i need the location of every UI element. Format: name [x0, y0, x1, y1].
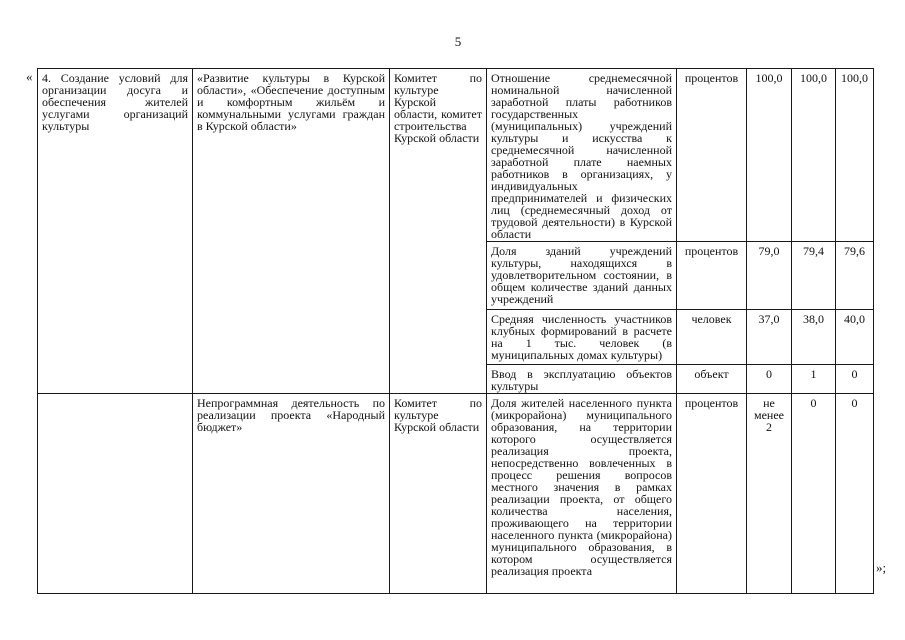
executor-cell: Комитет по культуре Курской области, комитет строительства Курской области [390, 69, 487, 394]
goals-indicators-table [37, 68, 874, 594]
indicator-name-cell: Доля зданий учреждений культуры, находящихся в удовлетворительном состоянии, в общем количестве зданий данных учреждений [487, 242, 677, 310]
table-row [38, 69, 874, 242]
indicator-value-cell: 1 [792, 365, 836, 394]
indicator-unit-cell: процентов [677, 394, 747, 594]
indicator-name-cell: Ввод в эксплуатацию объектов культуры [487, 365, 677, 394]
indicator-name-cell: Средняя численность участников клубных формирований в расчете на 1 тыс. человек (в муниципальных домах культуры) [487, 310, 677, 365]
program-cell: «Развитие культуры в Курской области», «Обеспечение доступным и комфортным жильём и коммунальными услугами граждан в Курской области» [193, 69, 390, 394]
indicator-value-cell: 79,6 [836, 242, 874, 310]
indicator-value-cell: 38,0 [792, 310, 836, 365]
opening-quote-mark: « [26, 69, 33, 84]
indicator-unit-cell: объект [677, 365, 747, 394]
indicator-unit-cell: процентов [677, 242, 747, 310]
value-line: 2 [766, 420, 772, 434]
indicator-value-cell: 100,0 [792, 69, 836, 242]
indicator-value-cell: 79,0 [747, 242, 792, 310]
indicator-name-cell: Отношение среднемесячной номинальной начисленной заработной платы работников государственных (муниципальных) учреждений культуры и искусства к среднемесячной начисленной заработной плате наемных работников в организациях, у индивидуальных предпринимателей и физических лиц (среднемесячный доход от трудовой деятельности) в Курской области [487, 69, 677, 242]
indicator-unit-cell: процентов [677, 69, 747, 242]
indicator-value-cell: 37,0 [747, 310, 792, 365]
indicator-unit-cell: человек [677, 310, 747, 365]
indicator-value-cell: 0 [792, 394, 836, 594]
page-number: 5 [454, 34, 462, 49]
goal-cell-empty [38, 394, 193, 594]
indicator-value-cell: 100,0 [747, 69, 792, 242]
indicator-value-cell: 0 [747, 365, 792, 394]
indicator-value-cell: 79,4 [792, 242, 836, 310]
goal-cell: 4. Создание условий для организации досуга и обеспечения жителей услугами организаций культуры [38, 69, 193, 394]
value-line: не менее [754, 396, 784, 422]
program-cell: Непрограммная деятельность по реализации проекта «Народный бюджет» [193, 394, 390, 594]
indicator-value-cell: 100,0 [836, 69, 874, 242]
indicator-value-cell: 0 [836, 394, 874, 594]
indicator-value-cell: 40,0 [836, 310, 874, 365]
indicator-value-cell: 0 [836, 365, 874, 394]
indicator-value-cell [747, 394, 792, 594]
closing-quote-mark: »; [876, 560, 887, 575]
indicator-name-cell: Доля жителей населенного пункта (микрорайона) муниципального образования, на территории которого осуществляется реализация проекта, непосредственно вовлеченных в процесс решения вопросов местного значения в рамках реализации проекта, от общего количества населения, проживающего на территории населенного пункта (микрорайона) муниципального образования, в котором осуществляется реализация проекта [487, 394, 677, 594]
table-row [38, 394, 874, 594]
executor-cell: Комитет по культуре Курской области [390, 394, 487, 594]
